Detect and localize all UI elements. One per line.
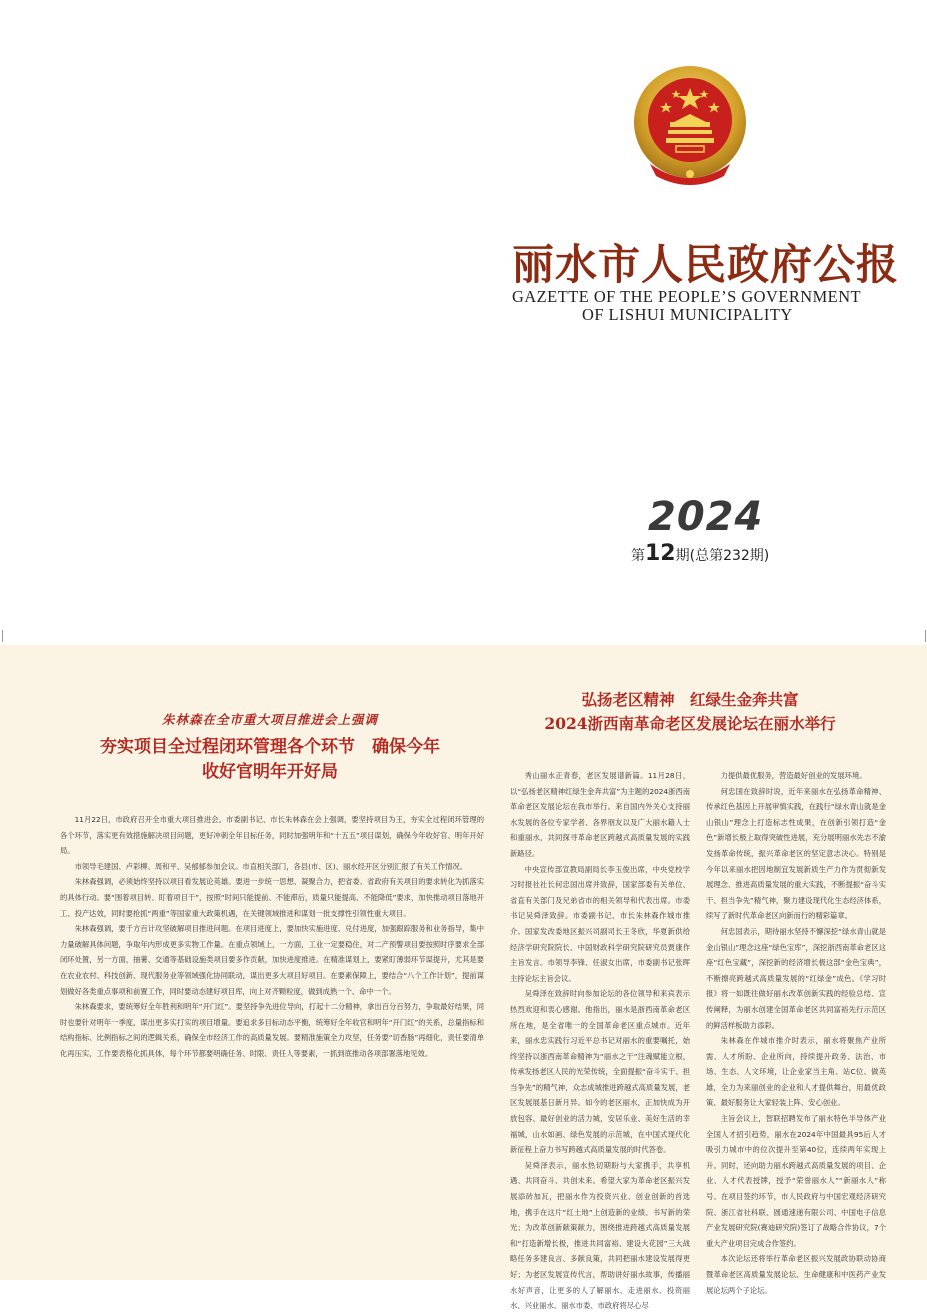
left-article-title <box>60 735 480 785</box>
cover-section <box>0 0 927 645</box>
issue-number: 12 <box>645 541 676 566</box>
right-paragraph: 力提供最优服务，营造最好创业的发展环境。 <box>720 771 867 780</box>
right-paragraph: 吴舜泽表示，丽水热切期盼与大家携手，共享机遇、共同奋斗、共创未来。希望大家为革命老区振兴发展添砖加瓦，把丽水作为投资兴业、创业创新的首选地，携手在这片“红土地”上创造新的业绩、书写新的荣光；为改革创新献策献力，围绕推进跨越式高质量发展和“打造新增长极，推进共同富裕、建设大花园”三大战略任务多建良言、多献良策，共同把丽水建设发展得更好；为老区发展宣传代言，帮助讲好丽水故事，传播丽水好声音，让更多的人了解丽水、走进丽水、投资丽水、兴业丽水。丽水市委、市政府将尽心尽 <box>510 1160 690 1311</box>
right-paragraph: 何忠国在致辞时说，近年来丽水在弘扬革命精神、传承红色基因上开展审慎实践，在践行“绿水青山就是金山银山”理念上打造标志性成果，在创新引领打造“金色”新增长极上取得突破性进展，充分展明丽水先志不渝发扬革命传统，振兴革命老区的坚定意志决心。特别是今年以来丽水把因地制宜发展新质生产力作为贯彻新发展理念、推进高质量发展的重大实践，不断提振“奋斗实干、担当争先”精气神，聚力建设现代化生态经济体系，续写了新时代革命老区向新而行的精彩篇章。 <box>706 786 886 921</box>
left-article-subtitle: 朱林森在全市重大项目推进会上强调 <box>161 712 378 727</box>
national-emblem-icon <box>632 64 748 188</box>
left-article-title-line1: 夯实项目全过程闭环管理各个环节 确保今年 <box>100 737 440 757</box>
left-paragraph: 市领导毛建国、卢彩柳、周和平、吴郁郁参加会议。市直相关部门，各县(市、区)、丽水经开区分别汇报了有关工作情况。 <box>74 861 468 871</box>
left-paragraph: 朱林森强调，必须始终坚持以项目看发展论英雄。要进一步统一思想、凝聚合力，把省委、省政府有关项目的要求转化为抓落实的具体行动。要“围着项目转、盯着项目干”，按照“时间只能提前、不能滞后，质量只能提高、不能降低”要求，加快推动项目落地开工、投产达效，同时要抢抓“两重”等国家重大政策机遇，在关键领域推进和谋划一批支撑性引领性重大项目。 <box>60 877 484 918</box>
right-paragraph: 吴舜泽在致辞时向参加论坛的各位领导和来宾表示热烈欢迎和衷心感谢。他指出，丽水是浙西南革命老区所在地，是全省唯一的全国革命老区重点城市。近年来，丽水忠实践行习近平总书记对丽水的重要嘱托，始终坚持以浙西南革命精神为“丽水之干”注魂赋能立根，传承发扬老区人民的光荣传统，全面提振“奋斗实干、担当争先”的精气神，众志成城推进跨越式高质量发展，老区发展展基日新月异。如今的老区丽水，正加快成为开放包容、最好创业的活力城，安居乐业、美好生活的幸福城，山水如画、绿色发展的示范城，在中国式现代化新征程上奋力书写跨越式高质量发展的时代答卷。 <box>510 989 690 1155</box>
issue-year: 2024 <box>648 494 764 540</box>
right-paragraph: 秀山丽水正青春，老区发展谱新篇。11月28日，以“弘扬老区精神红绿生金奔共富”为主题的2024浙西南革命老区发展论坛在我市举行。来自国内外关心支持丽水发展的各位专家学者、各界朋友以及广大丽水籍人士和重丽水，共同探寻革命老区跨越式高质量发展的实践新路径。 <box>510 771 690 858</box>
gazette-title-english-line2: OF LISHUI MUNICIPALITY <box>582 305 793 324</box>
right-article-title-line1: 弘扬老区精神 红绿生金奔共富 <box>581 690 799 709</box>
right-paragraph: 中央宣传部宣教局副局长李玉俊出席，中央党校学习时报社社长何忠国出席并致辞，国家部委有关单位、省直有关部门及兄弟省市的相关领导和代表出席。市委书记吴舜泽致辞。市委副书记、市长朱林森作城市推介。国家发改委地区振兴司副司长王冬欣，华夏新供给经济学研究院院长、中国财政科学研究院研究员贾康作主旨发言。市领导李锋、任淑女出席，市委副书记张晖主持论坛主旨会议。 <box>510 864 690 983</box>
crop-mark-right <box>925 630 926 642</box>
left-paragraph: 11月22日，市政府召开全市重大项目推进会。市委副书记、市长朱林森在会上强调，要坚持项目为王，夯实全过程闭环管理的各个环节，落实更有效措施解决项目问题，更好冲刺全年目标任务，同时加强明年和“十五五”项目谋划，确保今年收好官、明年开好局。 <box>60 815 484 856</box>
gazette-title-english-line1: GAZETTE OF THE PEOPLE’S GOVERNMENT <box>512 287 862 306</box>
right-paragraph: 何忠国表示，期待丽水坚持不懈深挖“绿水青山就是金山银山”理念这座“绿色宝库”，深挖浙西南革命老区这座“红色宝藏”，深挖新的经济增长极这部“金色宝典”，不断擦亮跨越式高质量发展的“红绿金”成色。《学习时报》将一如既往做好丽水改革创新实践的经验总结、宣传阐释，为丽水创建全国革命老区共同富裕先行示范区的鲜活样板助力添彩。 <box>706 926 886 1030</box>
left-paragraph: 朱林森强调，要千方百计攻坚破解项目推进问题。在项目进度上，要加快实施进度、兑付进度，加强跟踪服务和业务指导，集中力量破解具体问题，争取年内形成更多实物工作量。在重点领域上，一方面，工业一定要稳住，对二产预警项目要按照时序要求全部闭环处置，另一方面，抽薯、交通等基础设施类项目要多作贡献，加快进度推进。在精准谋划上，要紧盯薄弱环节谋提升，尤其是要在农业农村、科技创新、现代服务业等领域强化协同联动，谋出更多大项目好项目。在要素保障上，要结合“八个工作计划”，提前谋划做好各类重点事项和前置工作，同时要动态建好项目库，向上对齐颗粒度，做到成熟一个、命中一个。 <box>60 924 484 996</box>
issue-number-line <box>631 541 769 566</box>
right-paragraph: 朱林森在作城市推介时表示，丽水将聚焦产业所需、人才所盼、企业所向，持续提升政务、法治、市场、生态、人文环境，让企业家当主角、站C位、做英雄，全力为来丽创业的企业和人才提供舞台，用最优政策、最好服务让大家轻装上阵、安心创业。 <box>706 1036 886 1108</box>
right-article-title <box>490 688 890 736</box>
right-article-title-line2: 2024浙西南革命老区发展论坛在丽水举行 <box>544 714 836 733</box>
right-paragraph: 本次论坛还将举行革命老区振兴发展政协联动协商暨革命老区高质量发展论坛、生命健康和中医药产业发展论坛两个子论坛。 <box>706 1254 886 1295</box>
gazette-title-chinese: 丽水市人民政府公报 <box>512 240 900 289</box>
right-article-column-2 <box>706 768 886 1298</box>
left-article-title-line2: 收好官明年开好局 <box>202 762 338 782</box>
crop-mark-left <box>2 630 3 642</box>
right-article-column-1 <box>510 768 690 1314</box>
left-paragraph: 朱林森要求，要统筹好全年胜利和明年“开门红”。要坚持争先进位导向，打起十二分精神，拿出百分百努力，争取最好结果，同时也要针对明年一季度，谋出更多实打实的项目增量。要追求多目标动态平衡，统筹好全年收官和明年“开门红”的关系，总量指标和结构指标、比例指标之间的逻辑关系，确保全市经济工作的高质量发展。要精准施策全力攻坚，任务要“切香肠”再细化，责任要清单化再压实，工作要表格化抓具体，每个环节都要明确任务、时限、责任人等要素，一抓到底推动各项部署落地见效。 <box>60 1002 484 1058</box>
left-article-body <box>60 812 484 1062</box>
issue-suffix: 期(总第232期) <box>675 548 770 564</box>
right-paragraph: 主旨会议上，智联招聘发布了丽水特色半导体产业全国人才招引趋势，丽水在2024年中国最具95后人才吸引力城市中的位次提升至第40位，连续两年实现上升。同时，还向助力丽水跨越式高质量发展的项目、企业、人才代表授牌，授予“荣誉丽水人”“新丽水人”称号。在项目签约环节，市人民政府与中国宏观经济研究院、浙江省社科联、圆通速递有限公司、中国电子信息产业发展研究院(赛迪研究院)签订了战略合作协议，7个重大产业项目完成合作签约。 <box>706 1114 886 1248</box>
issue-prefix: 第 <box>631 548 645 564</box>
